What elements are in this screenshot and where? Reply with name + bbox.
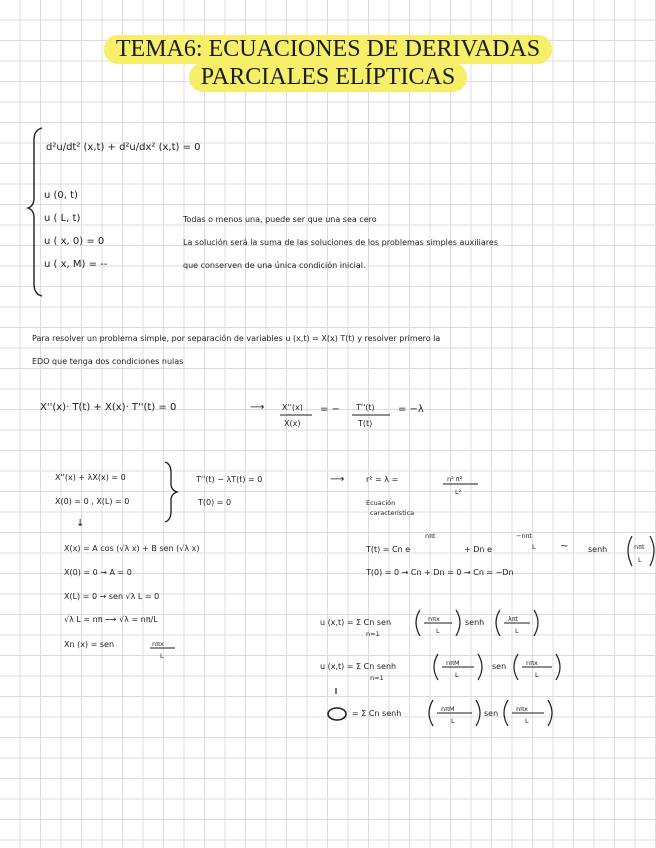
series1-sub: n=1 xyxy=(366,630,380,638)
x-general: X(x) = A cos (√λ x) + B sen (√λ x) xyxy=(64,544,200,553)
senh-den: L xyxy=(638,556,642,564)
t-sol-exp1: nπt xyxy=(425,532,436,540)
series2-den2: L xyxy=(535,671,539,679)
paragraph-line2: EDO que tenga dos condiciones nulas xyxy=(32,357,184,366)
middle-arrow: ⟶ xyxy=(330,474,345,485)
t-initial: T(0) = 0 → Cn + Dn = 0 → Cn = −Dn xyxy=(366,568,514,577)
series3-num2: nπx xyxy=(516,705,528,713)
char-eq: r² = λ = xyxy=(366,475,399,484)
frac2-num: T''(t) xyxy=(356,403,375,412)
char-num: n² π² xyxy=(447,475,463,483)
series2-den1: L xyxy=(455,671,459,679)
separation-rhs: = −λ xyxy=(398,404,424,415)
series1-den1: L xyxy=(436,627,440,635)
title-line2: PARCIALES ELÍPTICAS xyxy=(189,63,467,92)
t-sol-mid: + Dn e xyxy=(464,545,492,554)
series1-pre: u (x,t) = Σ Cn sen xyxy=(320,618,392,627)
char-label-2: característica xyxy=(370,509,415,517)
series3-den2: L xyxy=(525,717,529,725)
x-boundary: X(0) = 0 , X(L) = 0 xyxy=(55,497,130,506)
char-den: L² xyxy=(455,488,462,496)
series1-den2: L xyxy=(515,627,519,635)
title-line1: TEMA6: ECUACIONES DE DERIVADAS xyxy=(104,35,552,64)
x-bc0: X(0) = 0 → A = 0 xyxy=(64,568,132,577)
x-ode: X''(x) + λX(x) = 0 xyxy=(55,473,126,482)
condition-1: u (0, t) xyxy=(44,190,78,201)
condition-3: u ( x, 0) = 0 xyxy=(44,236,105,247)
frac2-den: T(t) xyxy=(358,419,373,428)
x-bcL: X(L) = 0 → sen √λ L = 0 xyxy=(64,592,160,601)
t-boundary: T(0) = 0 xyxy=(198,498,232,507)
separation-lhs: X''(x)· T(t) + X(x)· T''(t) = 0 xyxy=(40,402,177,413)
series2-num2: nπx xyxy=(526,659,538,667)
senh-num: nπt xyxy=(634,543,645,551)
xn-den: L xyxy=(160,652,164,660)
series3-den1: L xyxy=(451,717,455,725)
series2-mid: sen xyxy=(492,662,507,671)
condition-4: u ( x, M) = -- xyxy=(44,259,108,270)
char-label-1: Ecuación xyxy=(366,499,396,507)
tilde: ~ xyxy=(560,541,569,552)
frac1-num: X''(x) xyxy=(282,403,303,412)
series2-sub: n=1 xyxy=(370,674,384,682)
note-1: Todas o menos una, puede ser que una sea cero xyxy=(183,215,377,224)
senh-label: senh xyxy=(588,545,608,554)
t-sol-exp2: −nπt xyxy=(516,532,533,540)
eigen-eq: √λ L = nπ ⟶ √λ = nπ/L xyxy=(64,615,158,624)
down-arrow: ↓ xyxy=(76,518,85,529)
note-2: La solución será la suma de las soluciones de los problemas simples auxiliares xyxy=(183,238,498,247)
note-3: que conserven de una única condición inicial. xyxy=(183,261,366,270)
xn-pre: Xn (x) = sen xyxy=(64,640,115,649)
series2-pre: u (x,t) = Σ Cn senh xyxy=(320,662,397,671)
series1-mid: senh xyxy=(465,618,485,627)
series3-mid: sen xyxy=(484,709,499,718)
separation-arrow: ⟶ xyxy=(250,402,265,413)
pde-equation: d²u/dt² (x,t) + d²u/dx² (x,t) = 0 xyxy=(46,142,201,153)
t-sol-den: L xyxy=(532,543,536,551)
series1-num1: nπx xyxy=(428,615,440,623)
frac1-den: X(x) xyxy=(284,419,301,428)
series2-num1: nπM xyxy=(446,659,460,667)
xn-num: nπx xyxy=(152,640,164,648)
series3-pre: = Σ Cn senh xyxy=(352,709,402,718)
paragraph-line1: Para resolver un problema simple, por separación de variables u (x,t) = X(x) T(t) y resolver primero la xyxy=(32,334,441,343)
condition-2: u ( L, t) xyxy=(44,213,81,224)
separation-eq: = − xyxy=(320,404,340,415)
series1-num2: λπt xyxy=(508,615,519,623)
t-sol-pre: T(t) = Cn e xyxy=(366,545,411,554)
t-ode: T''(t) − λT(t) = 0 xyxy=(196,475,263,484)
series3-num1: nπM xyxy=(441,705,455,713)
